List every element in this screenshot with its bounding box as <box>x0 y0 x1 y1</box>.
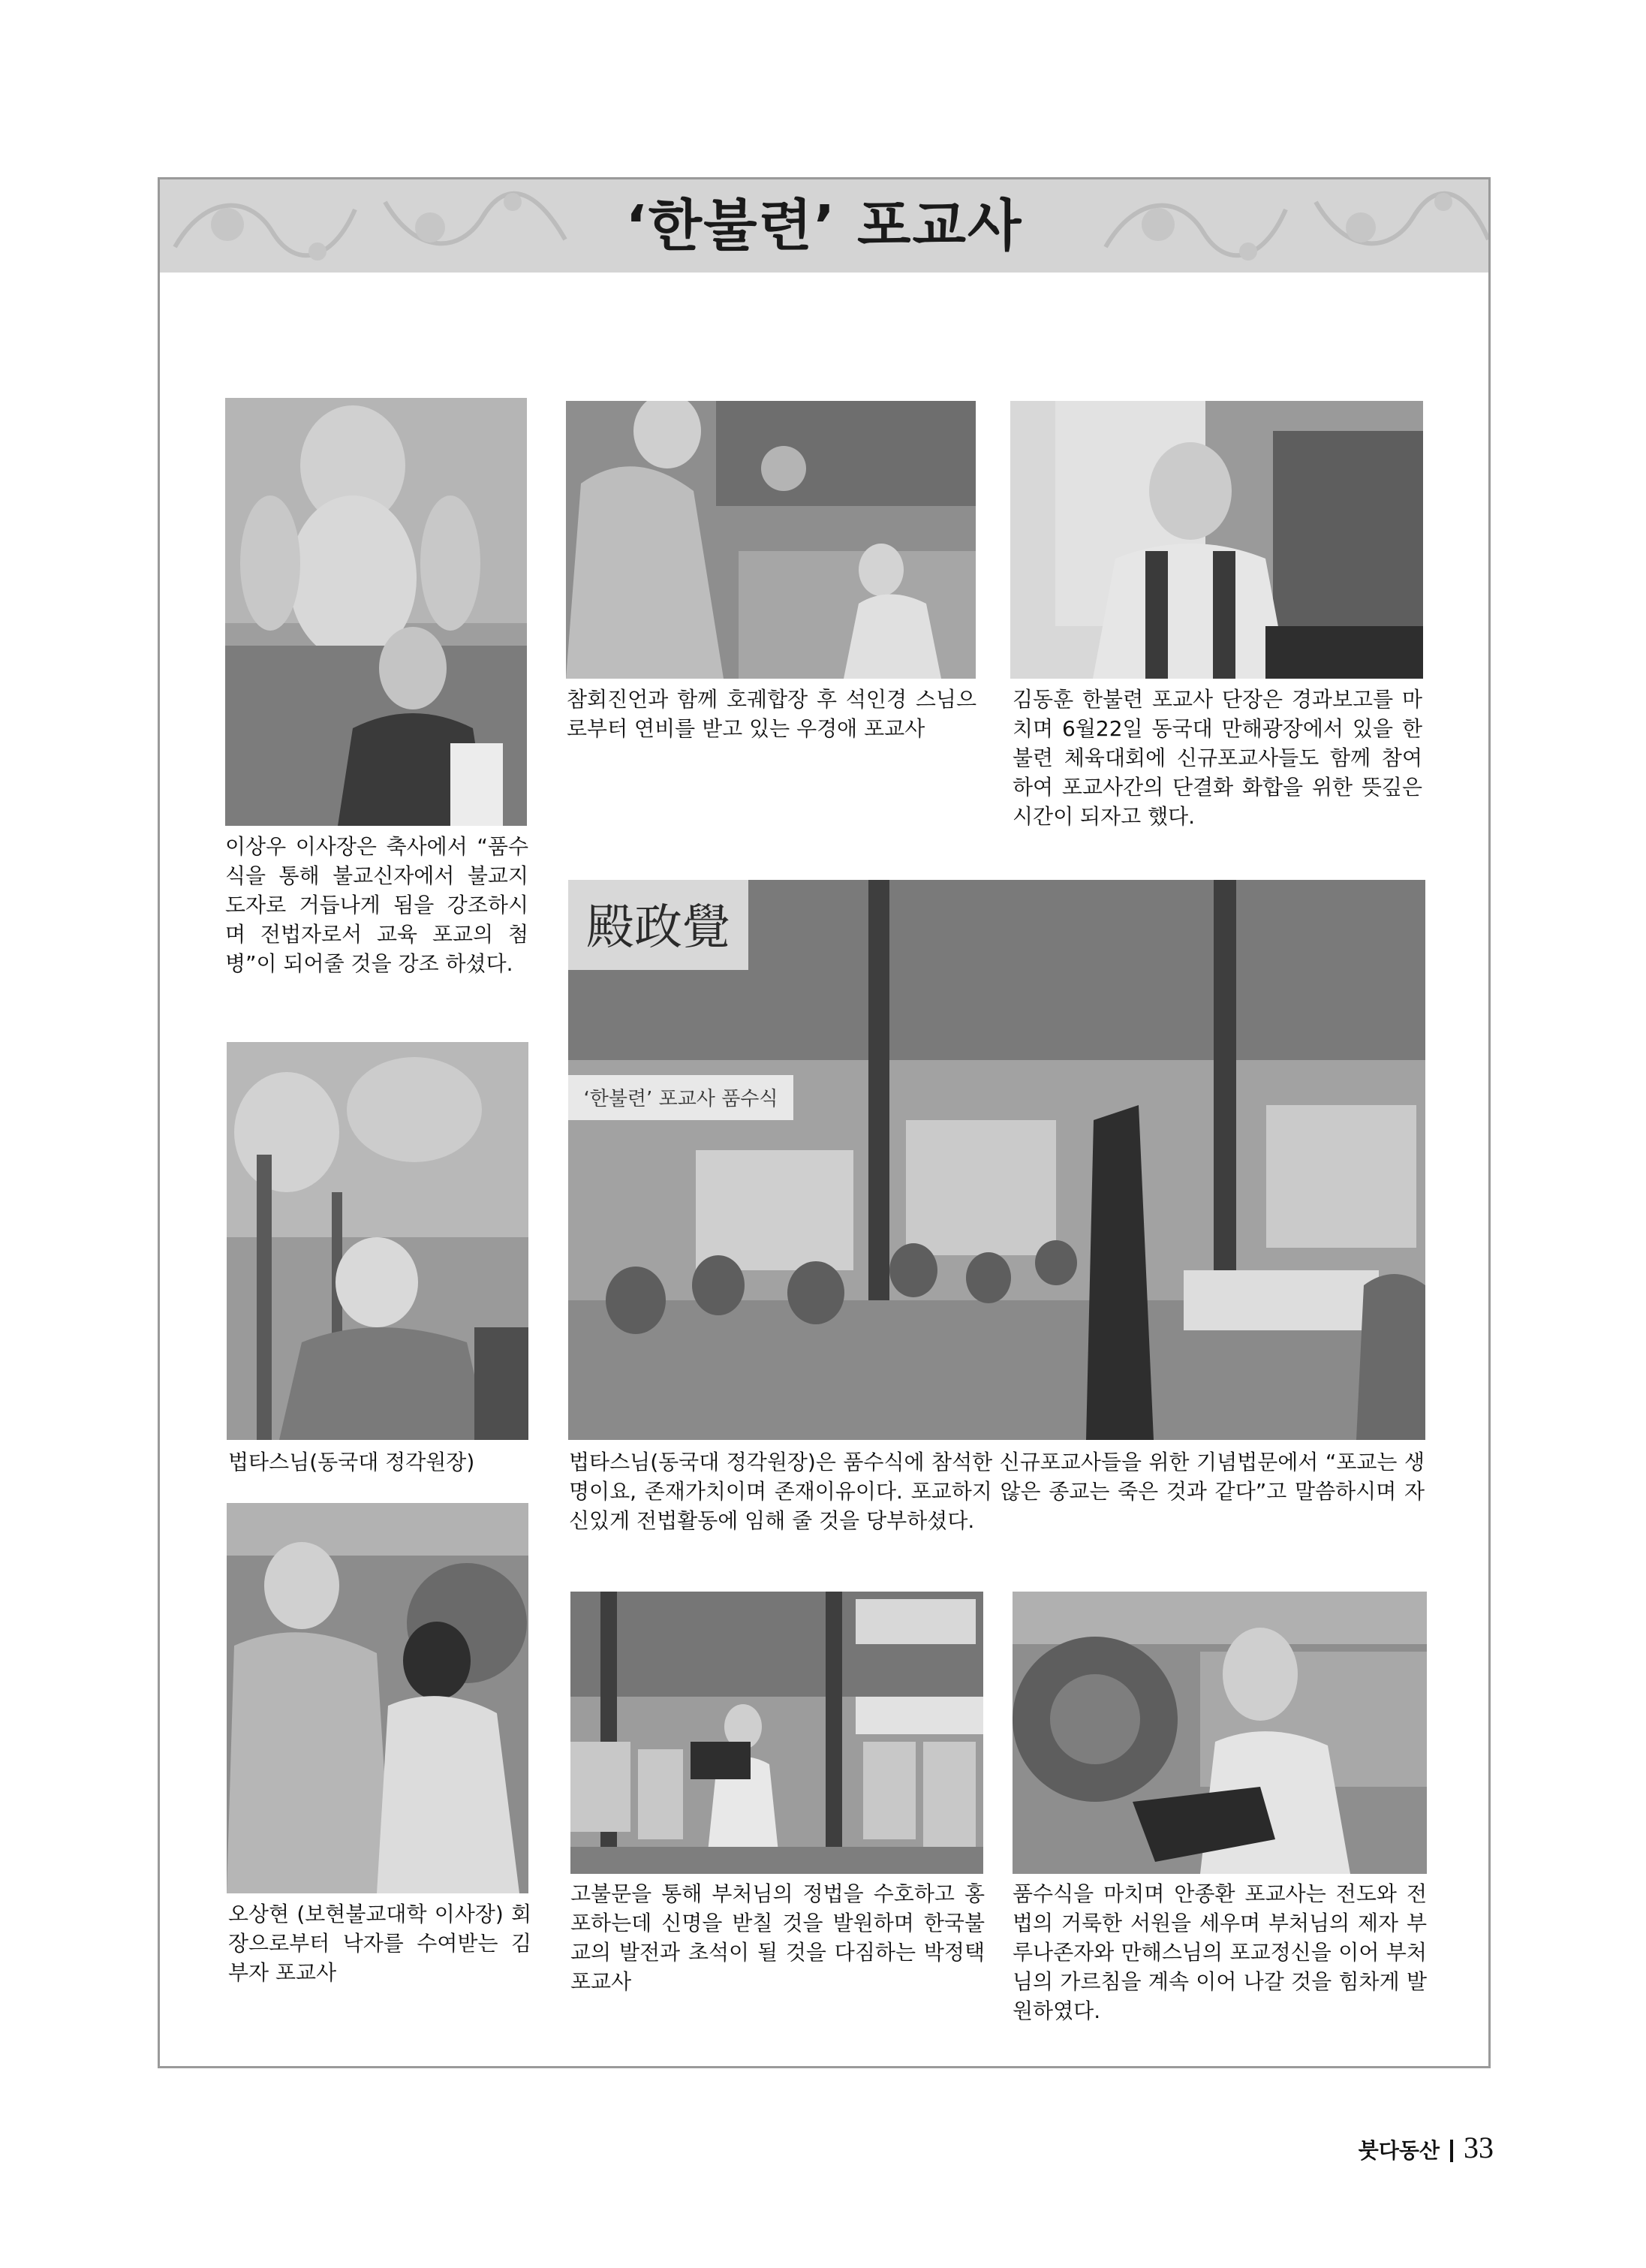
page-footer <box>1306 2129 1494 2167</box>
photo-gobulmun-image <box>570 1592 983 1874</box>
photo-report-image <box>1010 401 1423 679</box>
caption-report: 김동훈 한불련 포교사 단장은 경과보고를 마치며 6월22일 동국대 만해광장에서 있을 한불련 체육대회에 신규포교사들도 함께 참여하여 포교사간의 단결화 화합을 위한 뜻깊은 시간이 되자고 했다. <box>1013 687 1422 829</box>
photo-chairman-speech <box>225 398 527 826</box>
photo-report <box>1010 401 1423 679</box>
photo-yeonbi <box>566 401 976 679</box>
caption-gobulmun: 고불문을 통해 부처님의 정법을 수호하고 홍포하는데 신명을 받칠 것을 발원하며 한국불교의 발전과 초석이 될 것을 다짐하는 박정택 포교사 <box>570 1881 985 1994</box>
photo-ceremony-hall-image <box>568 880 1425 1440</box>
hall-sign-text: 殿政覺 <box>586 900 730 956</box>
page-number: 33 <box>1464 2131 1494 2164</box>
photo-vow-image <box>1013 1592 1427 1874</box>
magazine-name: 붓다동산 <box>1358 2138 1440 2163</box>
photo-beopta-image <box>227 1042 528 1440</box>
photo-naksa-image <box>227 1503 528 1893</box>
footer-divider <box>1450 2140 1453 2162</box>
caption-yeonbi: 참회진언과 함께 호궤합장 후 석인경 스님으로부터 연비를 받고 있는 우경애 포교사 <box>567 687 976 741</box>
photo-naksa <box>227 1503 528 1893</box>
caption-vow: 품수식을 마치며 안종환 포교사는 전도와 전법의 거룩한 서원을 세우며 부처님의 제자 부루나존자와 만해스님의 포교정신을 이어 부처님의 가르침을 계속 이어 나갈 것을 힘차게 발원하였다. <box>1013 1881 1427 2023</box>
caption-ceremony-hall: 법타스님(동국대 정각원장)은 품수식에 참석한 신규포교사들을 위한 기념법문에서 “포교는 생명이요, 존재가치이며 존재이유이다. 포교하지 않은 종교는 죽은 것과 같다”고 말씀하시며 자신있게 전법활동에 임해 줄 것을 당부하셨다. <box>569 1450 1425 1533</box>
ceremony-banner-text: ‘한불련’ 포교사 품수식 <box>583 1088 778 1110</box>
photo-yeonbi-image <box>566 401 976 679</box>
page-title: ‘한불련’ 포교사 <box>625 194 1023 258</box>
photo-beopta <box>227 1042 528 1440</box>
photo-chairman-speech-image <box>225 398 527 826</box>
title-banner <box>160 179 1488 273</box>
caption-naksa: 오상현 (보현불교대학 이사장) 회장으로부터 낙자를 수여받는 김부자 포교사 <box>228 1902 531 1985</box>
photo-ceremony-hall <box>568 880 1425 1440</box>
photo-gobulmun <box>570 1592 983 1874</box>
caption-chairman-speech: 이상우 이사장은 축사에서 “품수식을 통해 불교신자에서 불교지도자로 거듭나게 됨을 강조하시며 전법자로서 교육 포교의 첨병”이 되어줄 것을 강조 하셨다. <box>225 834 528 976</box>
caption-beopta: 법타스님(동국대 정각원장) <box>228 1450 475 1474</box>
photo-vow <box>1013 1592 1427 1874</box>
